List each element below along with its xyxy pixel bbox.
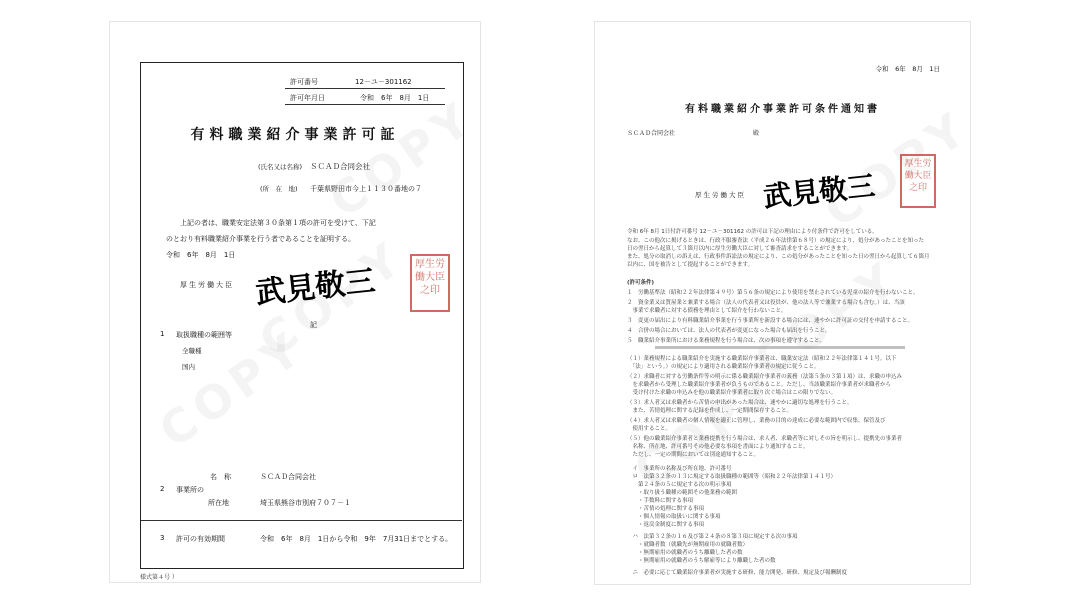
notice-body-line: 「法」という。）の規定により適用される職業紹介事業者の規定に従うこと。 (627, 364, 820, 370)
form-number: 様式第４号 ） (140, 574, 178, 581)
notice-body-line: ・返戻金制度に関する事項 (627, 522, 705, 528)
permit-number-label: 許可番号 (290, 78, 318, 86)
notice-body-line: （１）業務規程による職業紹介を実施する職業紹介事業者は、職業安定法（昭和２２年法律第１４１号。以下 (627, 356, 897, 362)
official-seal-icon: 厚生労働大臣之印 (900, 154, 936, 208)
item-2-value: 埼玉県熊谷市別府７０７－１ (260, 499, 351, 507)
notice-body-line: （４）求人者又は求職者の個人情報を適正に管理し、業務の目的の達成に必要な範囲内で収集、保管及び (627, 418, 886, 424)
item-1-value: 全職種 (182, 347, 202, 355)
permit-date: 令和 6年 8月 1日 (360, 94, 430, 102)
conditions-notice (595, 22, 970, 584)
notice-intro: 令和 6年 8月 1日付許可番号 12－ユ－301162 の許可は下記の理由により付条件で許可をしている。 (627, 229, 878, 235)
notice-body-line: 以内に、国を被告として提起することができます。 (627, 262, 754, 268)
notice-issuer-signature: 武見敬三 (761, 169, 877, 214)
name-label: (氏名又は名称) (258, 163, 303, 171)
certificate-title: 有料職業紹介事業許可証 (190, 127, 400, 143)
name-row-label: 名 称 (210, 473, 231, 481)
conditions-heading: (許可条件) (627, 280, 655, 286)
notice-body-line: ただし、一定の期間においては別途通知すること。 (627, 452, 760, 458)
divider (285, 88, 445, 89)
item-1-label: 取扱職種の範囲等 (176, 331, 232, 339)
notice-body-line: ・無期雇用の就職者のうち離職した者の数 (627, 550, 743, 556)
notice-body-line: ・取り扱う職種の範囲その他業務の範囲 (627, 490, 738, 496)
item-3-value: 令和 6年 8月 1日から令和 9年 7月31日までとする。 (260, 535, 453, 543)
notice-title: 有料職業紹介事業許可条件通知書 (685, 104, 880, 115)
official-seal-icon: 厚生労働大臣之印 (410, 254, 450, 312)
permit-number: 12－ユ－301162 (355, 78, 412, 86)
notice-body-line: 受け付けた求職の申込みを他の職業紹介事業者に取り次ぐ場合はこの限りでない。 (627, 390, 837, 396)
notice-date: 令和 6年 8月 1日 (875, 65, 940, 73)
item-2-label: 事業所の (176, 486, 204, 494)
item-2-sublabel: 所在地 (208, 499, 229, 507)
ki-marker: 記 (310, 321, 317, 329)
notice-body-line: イ 事業所の名称及び所在地、許可番号 (627, 466, 732, 472)
item-3-label: 許可の有効期間 (176, 535, 225, 543)
name-row-value: ＳＣＡＤ合同会社 (260, 473, 316, 481)
honorific: 殿 (753, 130, 760, 137)
notice-body-line: ・苦情の処理に関する事項 (627, 506, 705, 512)
notice-body-line: ハ 法第３２条の１６及び第２４条の８第３項に規定する次の事項 (627, 534, 798, 540)
notice-body-line: ・手数料に関する事項 (627, 498, 694, 504)
notice-body-line: ２ 資金業又は質屋業と兼業する場合（法人の代表者又は役員が、他の法人等で兼業する場合も含む。）は、当該 (627, 300, 905, 306)
notice-body-line: ・就職者数（就職先が無期雇用の就職者数） (627, 542, 749, 548)
notice-body-line: ４ 合併の場合においては、法人の代表者が変更になった場合も届出を行うこと。 (627, 328, 831, 334)
address-label: (所 在 地) (260, 185, 298, 193)
item-1-region: 国内 (182, 363, 195, 371)
notice-body-line: 第２４条の５に規定する次の明示事項 (627, 482, 732, 488)
notice-body-line: 使用すること。 (627, 426, 672, 432)
item-1-number: 1 (160, 330, 165, 338)
divider (285, 104, 445, 105)
notice-body-line: また、処分の取消しの訴えは、行政事件訴訟法の規定により、この処分があったことを知った日の翌日から起算して６箇月 (627, 254, 930, 260)
notice-body-line: 事業で求職者に対する債務を理由として紹介を行わないこと。 (627, 308, 787, 314)
issuer: 厚生労働大臣 (180, 281, 234, 289)
notice-body-line: また、苦情処理に関する記録を作成し、一定期間保存すること。 (627, 408, 793, 414)
redaction-bar (655, 346, 905, 349)
notice-body-line: ３ 変更の届出により有料職業紹介事業を行う事業所を新設する場合には、速やかに許可証の交付を申請すること。 (627, 318, 914, 324)
item-2-number: 2 (160, 485, 165, 493)
notice-body-line: ロ 法第３２条の１３に規定する取扱職種の範囲等（昭和２２年法律第１４１号） (627, 474, 837, 480)
certificate-body-line-1: 上記の者は、職業安定法第３０条第１項の許可を受けて、下記 (180, 219, 376, 227)
notice-body-line: ・無期雇用の就職者のうち解雇等により離職した者の数 (627, 558, 776, 564)
certificate-body-line-2: のとおり有料職業紹介事業を行う者であることを証明する。 (166, 235, 355, 243)
notice-body-line: ５ 職業紹介事業所における業務規程を行う場合は、次の事項を遵守すること。 (627, 338, 826, 344)
issuer-signature: 武見敬三 (253, 263, 377, 312)
divider (141, 520, 462, 521)
license-certificate (110, 22, 480, 582)
notice-body-line: （２）求職者に対する労働条件等の明示に係る職業紹介事業者の義務（法第５条の３第１項）は、求職の申込み (627, 374, 903, 380)
company-address: 千葉県野田市今上１１３０番地の７ (310, 185, 422, 193)
notice-body-line: ニ 必要に応じて職業紹介事業者が実施する研修、能力開発、研修、規定及び報酬制度 (627, 570, 848, 576)
notice-issuer: 厚生労働大臣 (695, 191, 746, 199)
notice-body-line: 名称、所在地、許可番号その他必要な事項を書面により通知すること。 (627, 444, 809, 450)
notice-body-line: １ 労働基準法（昭和２２年法律第４９号）第５６条の規定により使用を禁止されている児童の紹介を行わないこと。 (627, 290, 919, 296)
notice-body-line: 日の翌日から起算して３箇月以内に厚生労働大臣に対して審査請求をすることができます。 (627, 246, 853, 252)
addressee: ＳＣＡＤ合同会社 (627, 130, 676, 137)
issue-date: 令和 6年 8月 1日 (166, 251, 236, 259)
item-3-number: 3 (160, 534, 165, 542)
permit-date-label: 許可年月日 (290, 94, 325, 102)
notice-body-line: （３）求人者又は求職者から苦情の申出があった場合は、速やかに適切な処理を行うこと。 (627, 400, 853, 406)
company-name: ＳＣＡＤ合同会社 (310, 162, 370, 171)
notice-body-line: ・個人情報の取扱いに関する事項 (627, 514, 721, 520)
notice-body-line: なお、この他次に掲げるときは、行政不服審査法（平成２６年法律第６８号）の規定により、処分があったことを知った (627, 238, 924, 244)
notice-body-line: （５）他の職業紹介事業者と業務提携を行う場合は、求人者、求職者等に対しその旨を明示し、提携先の事業者 (627, 436, 903, 442)
notice-body-line: を求職者から受理した職業紹介事業者が負うものであること。ただし、当該職業紹介事業者が求職者から (627, 382, 892, 388)
